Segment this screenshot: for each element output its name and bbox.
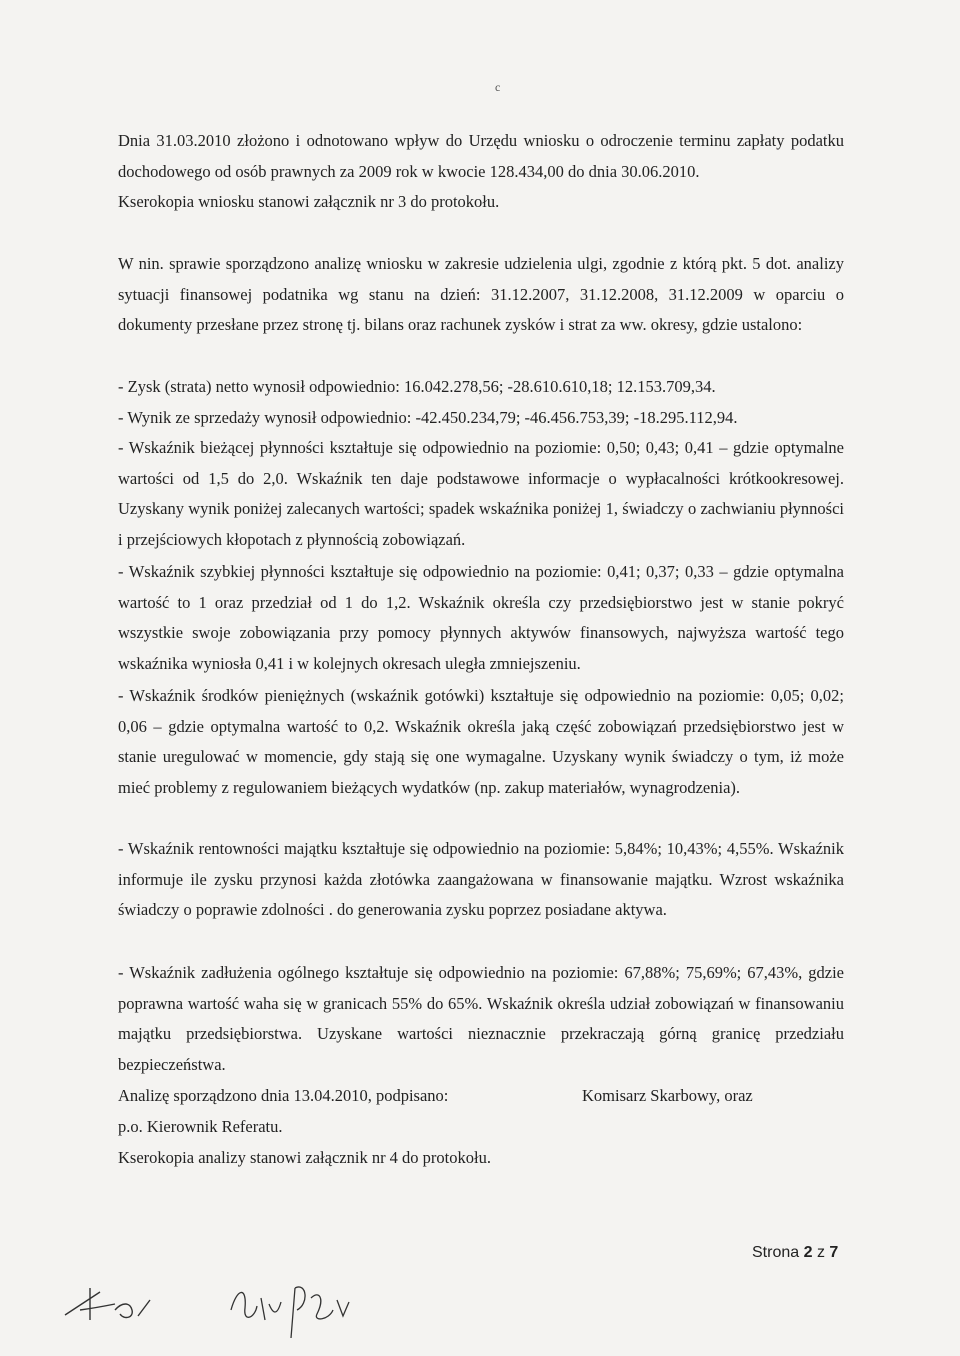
page-number-current: 2 (803, 1244, 813, 1261)
handwritten-signature (225, 1268, 365, 1346)
page-number-separator: z (812, 1244, 830, 1261)
page-number (752, 1244, 838, 1262)
paragraph-debt-ratio: - Wskaźnik zadłużenia ogólnego kształtuje się odpowiednio na poziomie: 67,88%; 75,69%; 67,43%, gdzie poprawna wartość waha się w granicach 55% do 65%. Wskaźnik określa udział zobowiązań w finansowaniu majątku przedsiębiorstwa. Uzyskane wartości nieznacznie przekraczają górną granicę przedziału bezpieczeństwa. (118, 963, 844, 1074)
scan-mark: c (495, 80, 501, 94)
paragraph-net-profit: - Zysk (strata) netto wynosił odpowiednio: 16.042.278,56; -28.610.610,18; 12.153.709,34. (118, 377, 716, 396)
paragraph-cash-ratio: - Wskaźnik środków pieniężnych (wskaźnik gotówki) kształtuje się odpowiednio na poziomie: 0,05; 0,02; 0,06 – gdzie optymalna wartość to 0,2. Wskaźnik określa jaką część zobowiązań przedsiębiorstwo jest w stanie uregulować w momencie, gdy stają się one wymagalne. Uzyskany wynik świadczy o tym, iż może mieć problemy z regulowaniem bieżących wydatków (np. zakup materiałów, wynagrodzenia). (118, 686, 844, 797)
paragraph-sales-result: - Wynik ze sprzedaży wynosił odpowiednio: -42.450.234,79; -46.456.753,39; -18.295.112,94. (118, 408, 738, 427)
paragraph-quick-liquidity: - Wskaźnik szybkiej płynności kształtuje się odpowiednio na poziomie: 0,41; 0,37; 0,33 – gdzie optymalna wartość to 1 oraz przedział od 1 do 1,2. Wskaźnik określa czy przedsiębiorstwo jest w stanie pokryć wszystkie swoje zobowiązania przy pomocy płynnych aktywów finansowych, najwyższa wartość tego wskaźnika wyniosła 0,41 i w kolejnych okresach uległa zmniejszeniu. (118, 562, 844, 673)
page-number-prefix: Strona (752, 1244, 804, 1261)
paragraph-current-liquidity: - Wskaźnik bieżącej płynności kształtuje się odpowiednio na poziomie: 0,50; 0,43; 0,41 – gdzie optymalne wartości od 1,5 do 2,0. Wskaźnik ten daje podstawowe informacje o wypłacalności krótkookresowej. Uzyskany wynik poniżej zalecanych wartości; spadek wskaźnika poniżej 1, świadczy o zachwianiu płynności i przejściowych kłopotach z płynnością zobowiązań. (118, 438, 844, 549)
paragraph-tax-commissioner: Komisarz Skarbowy, oraz (582, 1086, 753, 1105)
page-number-total: 7 (829, 1244, 839, 1261)
paragraph-analysis-intro: W nin. sprawie sporządzono analizę wniosku w zakresie udzielenia ulgi, zgodnie z którą pkt. 5 dot. analizy sytuacji finansowej podatnika wg stanu na dzień: 31.12.2007, 31.12.2008, 31.12.2009 w oparciu o dokumenty przesłane przez stronę tj. bilans oraz rachunek zysków i strat za ww. okresy, gdzie ustalono: (118, 254, 844, 334)
paragraph-attachment-4: Kserokopia analizy stanowi załącznik nr 4 do protokołu. (118, 1148, 491, 1167)
paragraph-analysis-signed: Analizę sporządzono dnia 13.04.2010, podpisano: (118, 1086, 449, 1105)
paragraph-attachment-3: Kserokopia wniosku stanowi załącznik nr 3 do protokołu. (118, 192, 500, 211)
paragraph-return-on-assets: - Wskaźnik rentowności majątku kształtuje się odpowiednio na poziomie: 5,84%; 10,43%; 4,55%. Wskaźnik informuje ile zysku przynosi każda złotówka zaangażowana w finansowanie majątku. Wzrost wskaźnika świadczy o poprawie zdolności . do generowania zysku poprzez posiadane aktywa. (118, 839, 844, 919)
paragraph-deferral-request: Dnia 31.03.2010 złożono i odnotowano wpływ do Urzędu wniosku o odroczenie terminu zapłaty podatku dochodowego od osób prawnych za 2009 rok w kwocie 128.434,00 do dnia 30.06.2010. (118, 131, 844, 181)
paragraph-head-of-unit: p.o. Kierownik Referatu. (118, 1117, 283, 1136)
handwritten-initials-left (60, 1280, 160, 1330)
